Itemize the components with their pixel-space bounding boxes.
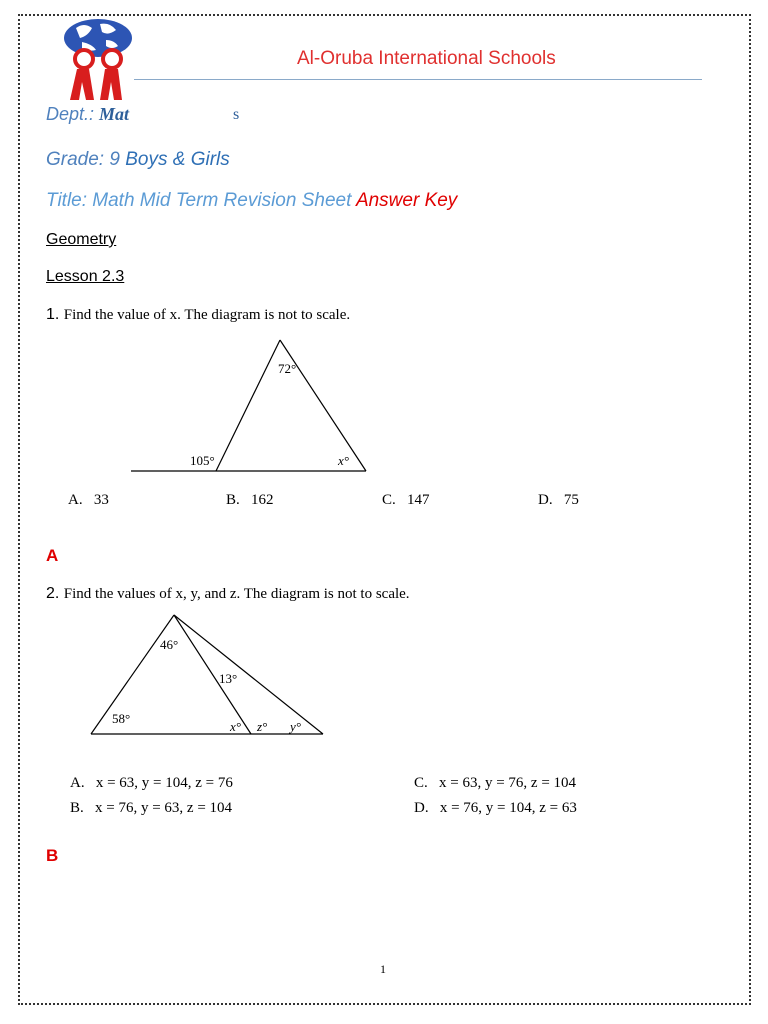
title-line (46, 190, 457, 212)
q1-answer: A (46, 546, 59, 565)
angle-label-46: 46° (160, 637, 179, 652)
angle-label-13: 13° (219, 671, 238, 686)
choice-value: 33 (93, 492, 109, 508)
angle-label-72: 72° (278, 361, 297, 376)
dept-label: Dept.: (46, 104, 100, 124)
choice-letter: D. (538, 492, 553, 508)
question-2 (46, 585, 410, 603)
choice-letter: D. (414, 800, 429, 816)
angle-label-105: 105° (190, 453, 215, 468)
question-2-number: 2. (46, 585, 60, 602)
q1-choice-b (226, 492, 274, 509)
question-1-text: Find the value of x. The diagram is not to scale. (63, 307, 351, 323)
choice-value: 147 (407, 492, 430, 508)
question-1 (46, 306, 350, 324)
grade-value: Boys & Girls (125, 149, 230, 170)
angle-label-z: z° (257, 719, 268, 734)
dept-suffix: s (233, 106, 240, 123)
q1-choice-a (68, 492, 109, 509)
lesson-heading: Lesson 2.3 (46, 268, 125, 285)
choice-letter: B. (70, 800, 84, 816)
choice-letter: C. (414, 775, 428, 791)
choice-letter: A. (70, 775, 85, 791)
angle-label-x: x° (338, 453, 349, 468)
choice-letter: C. (382, 492, 396, 508)
triangle-diagram-1 (128, 336, 373, 476)
choice-letter: B. (226, 492, 240, 508)
angle-label-58: 58° (112, 711, 131, 726)
q2-answer: B (46, 846, 59, 865)
grade-label: Grade: 9 (46, 149, 126, 170)
q2-choice-d (414, 800, 577, 817)
q1-choice-c (382, 492, 430, 509)
dept-value: Mat (99, 104, 130, 124)
school-logo (56, 16, 140, 106)
school-name: Al-Oruba International Schools (297, 48, 556, 69)
question-1-number: 1. (46, 306, 60, 323)
angle-label-y: y° (290, 719, 301, 734)
topic-heading: Geometry (46, 231, 117, 248)
choice-value: 75 (563, 492, 579, 508)
choice-value: x = 63, y = 76, z = 104 (439, 775, 577, 791)
choice-value: x = 63, y = 104, z = 76 (95, 775, 233, 791)
choice-letter: A. (68, 492, 83, 508)
choice-value: x = 76, y = 104, z = 63 (439, 800, 577, 816)
title-label: Title: Math Mid Term Revision Sheet (46, 190, 356, 211)
header-divider (134, 79, 702, 80)
triangle-diagram-2 (88, 612, 328, 738)
q2-choice-c (414, 775, 576, 792)
q1-choice-d (538, 492, 579, 509)
question-2-text: Find the values of x, y, and z. The diagram is not to scale. (63, 586, 410, 602)
answer-key-label: Answer Key (355, 190, 458, 211)
department-line (46, 104, 129, 125)
choice-value: 162 (251, 492, 274, 508)
angle-label-x: x° (230, 719, 241, 734)
choice-value: x = 76, y = 63, z = 104 (95, 800, 233, 816)
q2-choice-b (70, 800, 232, 817)
q2-choice-a (70, 775, 233, 792)
page-number: 1 (380, 962, 386, 976)
grade-line (46, 149, 230, 171)
